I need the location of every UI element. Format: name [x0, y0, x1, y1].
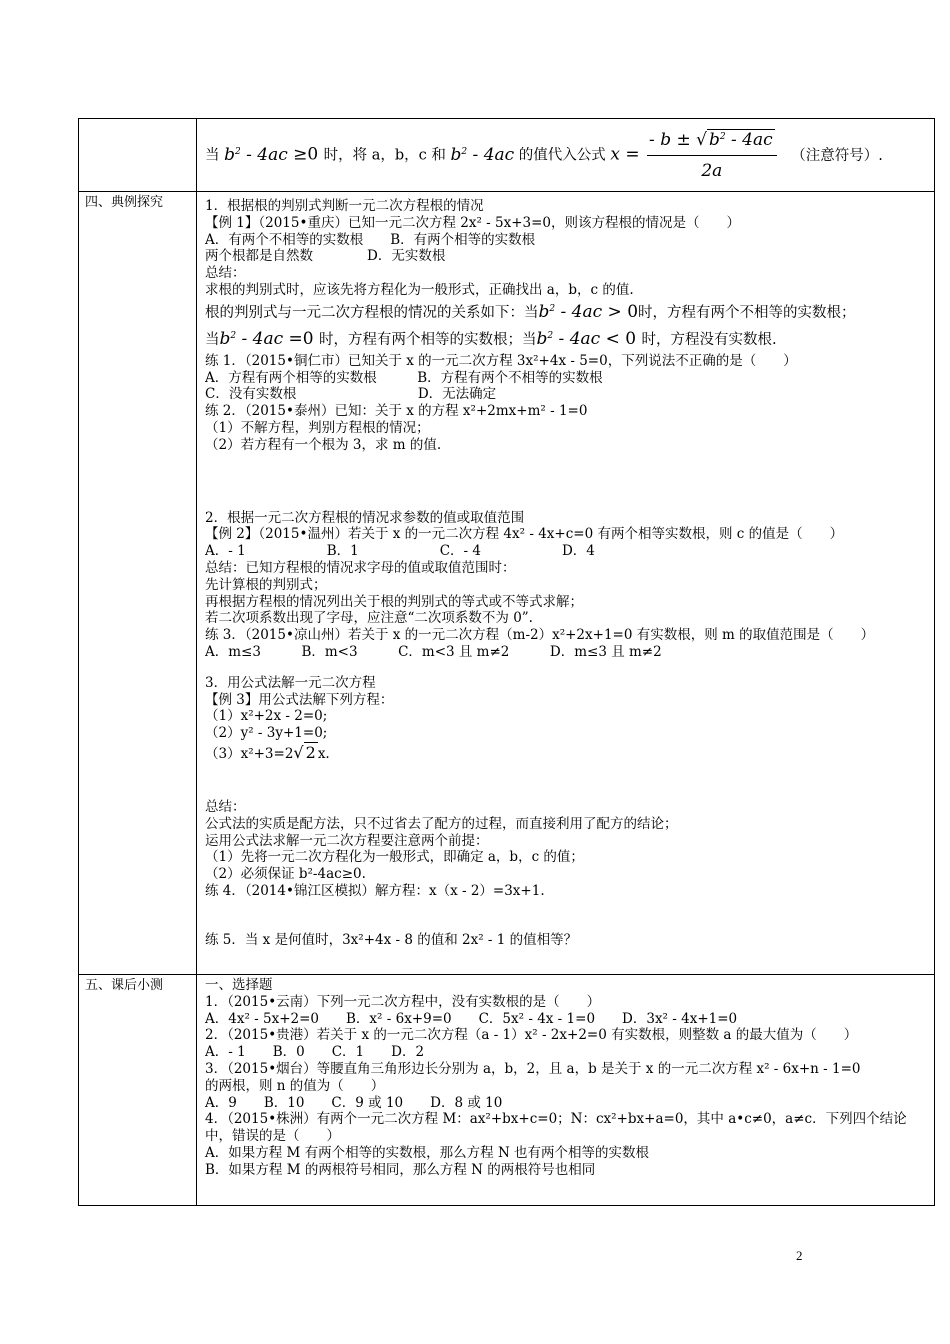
quadratic-formula: x [610, 144, 620, 165]
discriminant-expr: $b^2 - 4ac$ [224, 144, 288, 165]
formula-row [79, 119, 935, 192]
discriminant-relation-2: 当$b^2 - 4ac =0$ 时，方程有两个相等的实数根；当$b^2 - 4ac < 0$ 时，方程没有实数根. [205, 328, 777, 349]
formula-line: 当 $b^2 - 4ac \ge 0$ 时，将 a，b，c 和 $b^2 - 4ac$ 的值代入公式 x = $\frac{- b \pm √ b^2 - 4ac}{2a}$ （注意符号）. [205, 127, 928, 184]
quiz-cell: 一、选择题 1．（2015•云南）下列一元二次方程中，没有实数根的是（ ） A．4x² - 5x+2=0 B．x² - 6x+9=0 C．5x² - 4x - 1=0 D．3x² - 4x+1=0 2．（2015•贵港）若关于 x 的一元二次方程（a - 1）x² - 2x+2=0 有实数根，则整数 a 的最大值为（ ） A．- 1 B．0 C．1 D．2 3．（2015•烟台）等腰直角三角形边长分别为 a，b，2，且 a，b 是关于 x 的一元二次方程 x² - 6x+n - 1=0 的两根，则 n 的值为（ ） A．9 B．10 C．9 或 10 D．8 或 10 4．（2015•株洲）有两个一元二次方程 M：ax²+bx+c=0；N：cx²+bx+a=0，其中 a•c≠0，a≠c．下列四个结论 中，错误的是（ ） A．如果方程 M 有两个相等的实数根，那么方程 N 也有两个相等的实数根 B．如果方程 M 的两根符号相同，那么方程 N 的两根符号也相同 [197, 975, 935, 1206]
examples-row [79, 192, 935, 975]
page-number: 2 [796, 1248, 803, 1263]
quiz-row [79, 975, 935, 1206]
examples-cell: 1．根据根的判别式判断一元二次方程根的情况 【例 1】（2015•重庆）已知一元二次方程 2x² - 5x+3=0，则该方程根的情况是（ ） A．有两个不相等的实数根 B．有两个相等的实数根 两个根都是自然数 D．无实数根 总结： 求根的判别式时，应该先将方程化为一般形式，正确找出 a，b，c 的值. 根的判别式与一元二次方程根的情况的关系如下：当$b^2 - 4ac > 0$时，方程有两个不相等的实数根； 当$b^2 - 4ac =0$ 时，方程有两个相等的实数根；当$b^2 - 4ac < 0$ 时，方程没有实数根. 练 1．（2015•铜仁市）已知关于 x 的一元二次方程 3x²+4x - 5=0，下列说法不正确的是（ ） A．方程有两个相等的实数根 B．方程有两个不相等的实数根 C．没有实数根 D．无法确定 练 2．（2015•泰州）已知：关于 x 的方程 x²+2mx+m² - 1=0 （1）不解方程，判别方程根的情况； （2）若方程有一个根为 3，求 m 的值. 2．根据一元二次方程根的情况求参数的值或取值范围 【例 2】（2015•温州）若关于 x 的一元二次方程 4x² - 4x+c=0 有两个相等实数根，则 c 的值是（ ） A．- 1 B．1 C．- 4 D．4 总结：已知方程根的情况求字母的值或取值范围时： 先计算根的判别式； 再根据方程根的情况列出关于根的判别式的等式或不等式求解； 若二次项系数出现了字母，应注意“二次项系数不为 0”. 练 3．（2015•凉山州）若关于 x 的一元二次方程（m-2）x²+2x+1=0 有实数根，则 m 的取值范围是（ ） A．m≤3 B．m<3 C．m<3 且 m≠2 D．m≤3 且 m≠2 3．用公式法解一元二次方程 【例 3】用公式法解下列方程： （1）x²+2x - 2=0; （2）y² - 3y+1=0; （3）x²+3=2√ 2 x. 总结： 公式法的实质是配方法，只不过省去了配方的过程，而直接利用了配方的结论； 运用公式法求解一元二次方程要注意两个前提： （1）先将一元二次方程化为一般形式，即确定 a，b，c 的值； （2）必须保证 b²-4ac≥0. 练 4．（2014•锦江区模拟）解方程：x（x - 2）=3x+1. 练 5．当 x 是何值时，3x²+4x - 8 的值和 2x² - 1 的值相等？ [197, 192, 935, 975]
equation-3: （3）x²+3=2√ 2 x. [205, 742, 330, 762]
row-label [79, 119, 197, 192]
formula-cell [197, 119, 935, 192]
row-label: 四、典例探究 [79, 192, 197, 975]
discriminant-relation: 根的判别式与一元二次方程根的情况的关系如下：当$b^2 - 4ac > 0$时，方程有两个不相等的实数根； [205, 301, 856, 322]
formula-fraction: $\frac{- b \pm √ b^2 - 4ac}{2a}$ [647, 127, 777, 184]
row-label: 五、课后小测 [79, 975, 197, 1206]
lesson-table [78, 118, 935, 1206]
